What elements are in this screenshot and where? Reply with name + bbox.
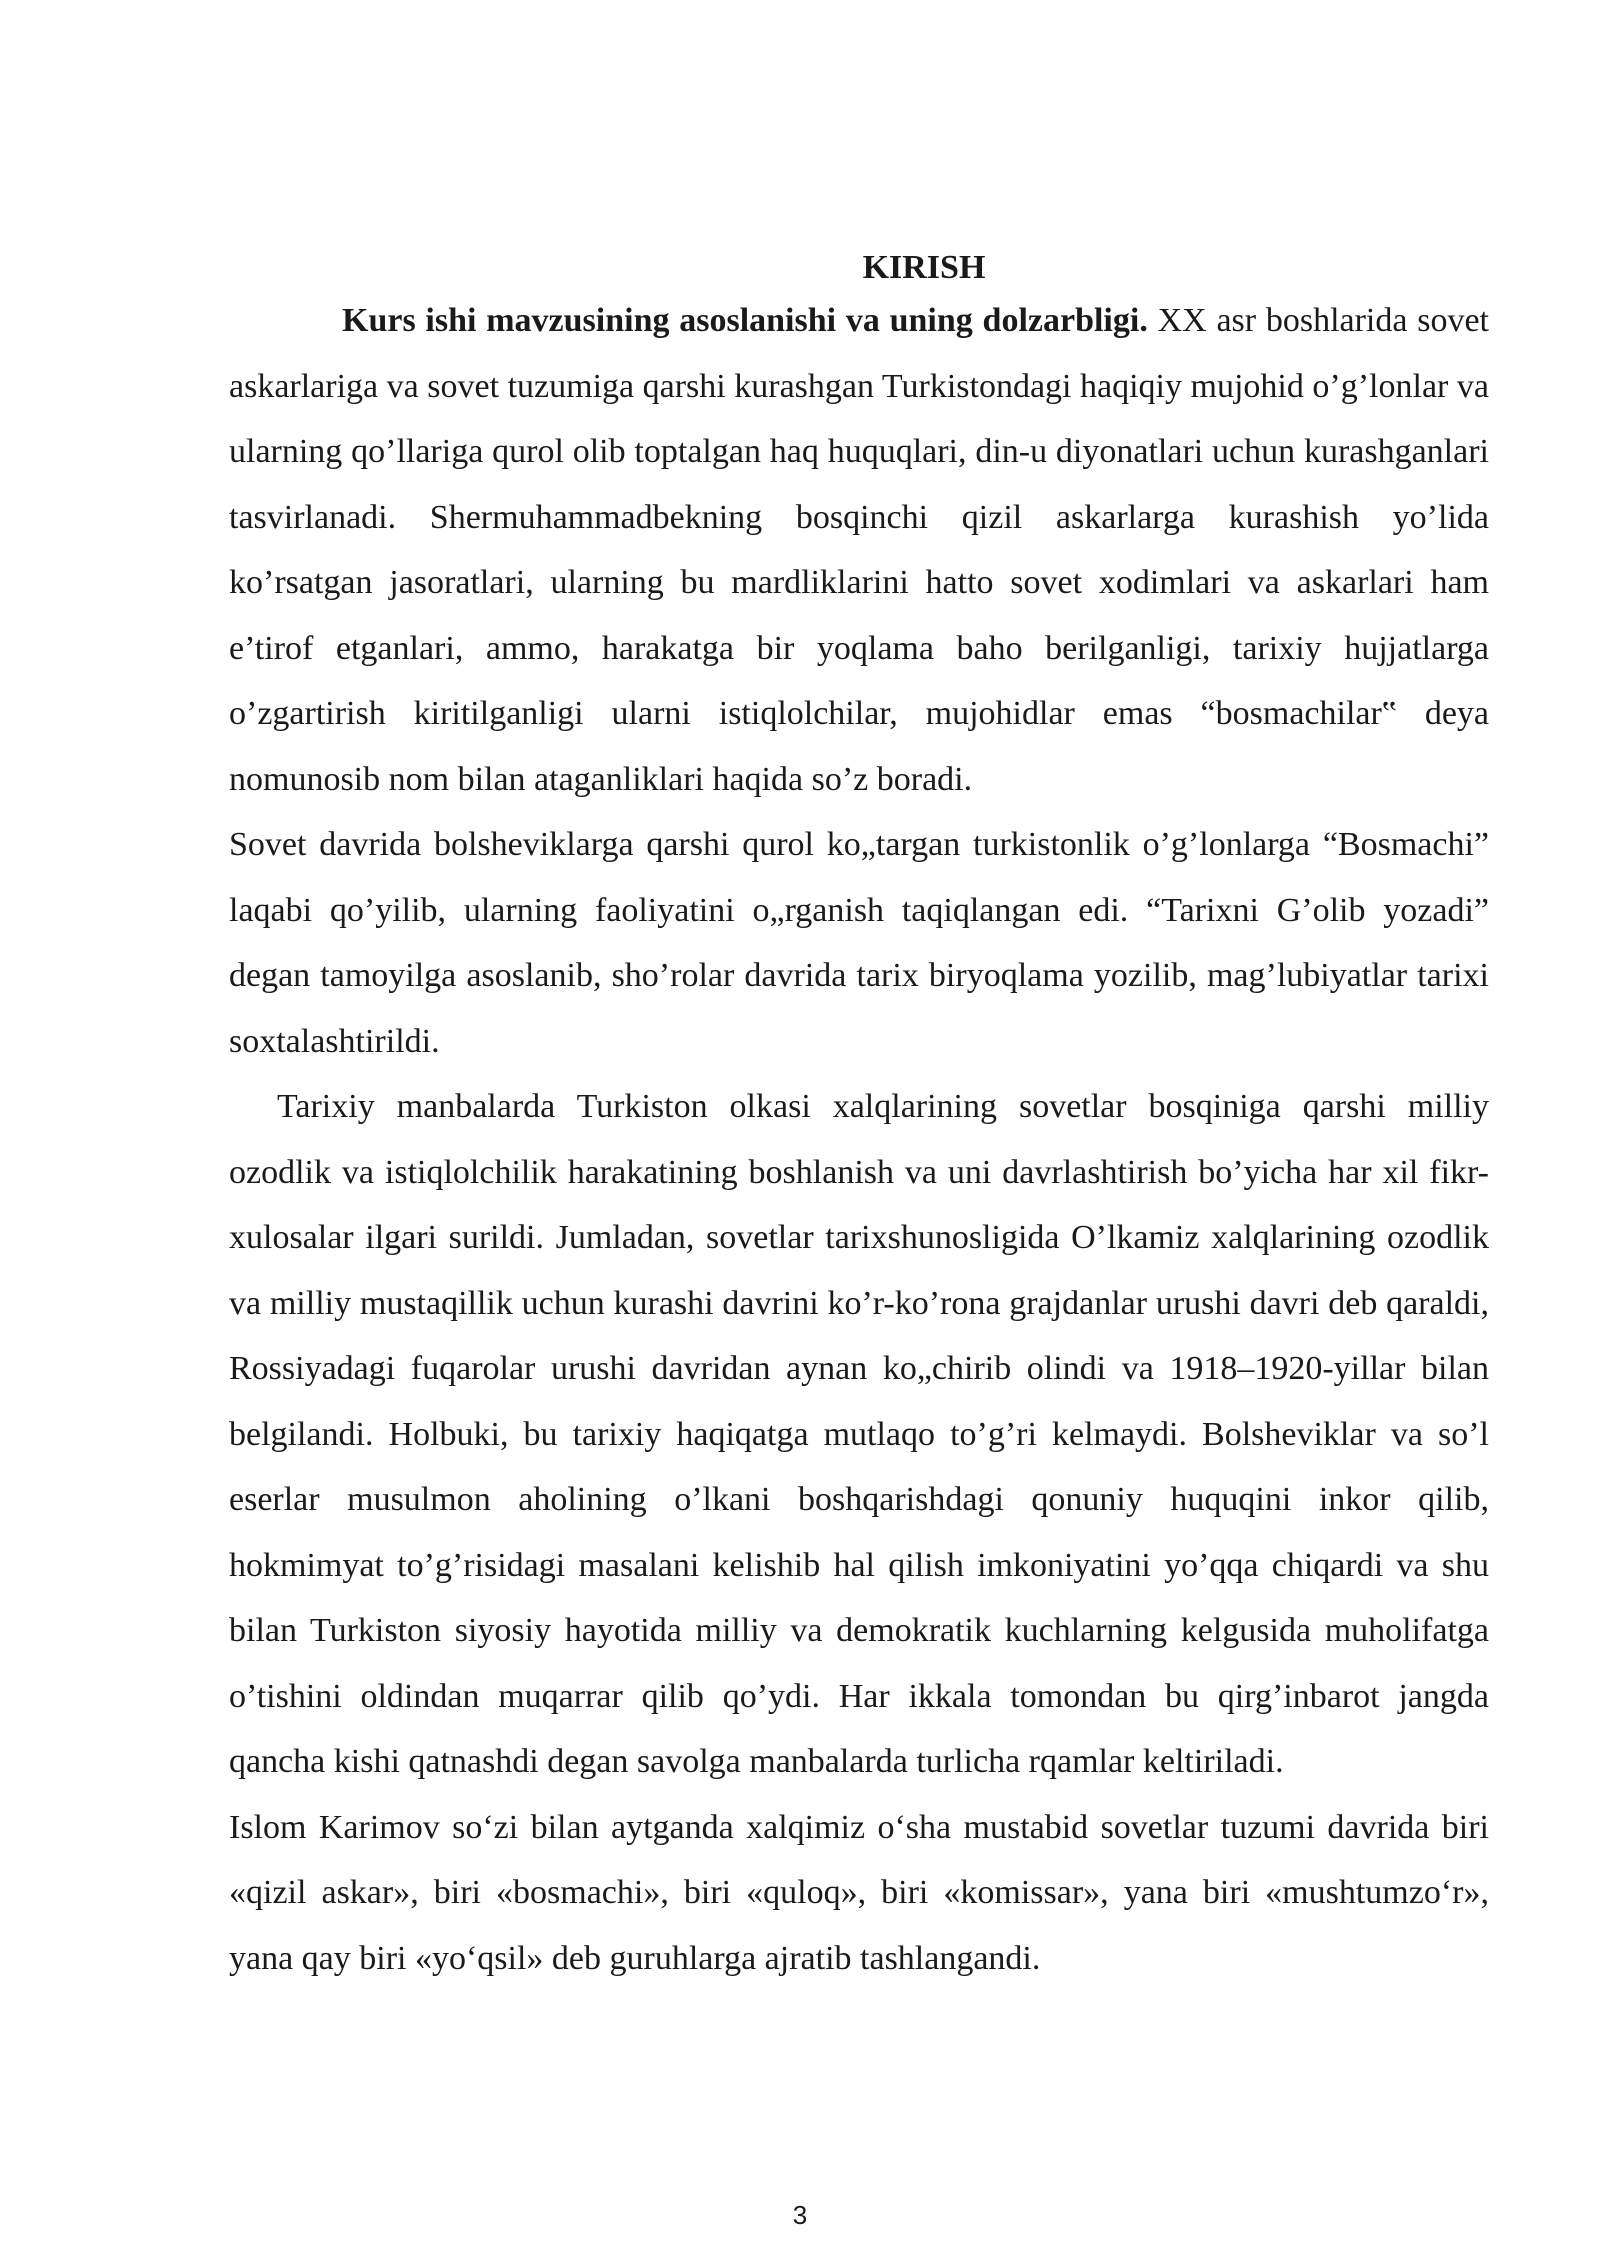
paragraph-text: XX asr boshlarida sovet askarlariga va sovet tuzumiga qarshi kurashgan Turkistondagi haqiqiy mujohid o’g’lonlar va ularning qo’llariga qurol olib toptalgan haq huquqlari, din-u diyonatlari uchun kurashganlari tasvirlanadi. Shermuhammadbekning bosqinchi qizil askarlarga kurashish yo’lida ko’rsatgan jasoratlari, ularning bu mardliklarini hatto sovet xodimlari va askarlari ham e’tirof etganlari, ammo, harakatga bir yoqlama baho berilganligi, tarixiy hujjatlarga o’zgartirish kiritilganligi ularni istiqlolchilar, mujohidlar emas “bosmachilar‟ deya nomunosib nom bilan ataganliklari haqida so’z boradi.	[229, 302, 1489, 798]
page-title: KIRISH	[862, 249, 986, 286]
paragraph-historical-sources: Tarixiy manbalarda Turkiston olkasi xalqlarining sovetlar bosqiniga qarshi milliy ozodlik va istiqlolchilik harakatining boshlanish va uni davrlashtirish bo’yicha har xil fikr-xulosalar ilgari surildi. Jumladan, sovetlar tarixshunosligida O’lkamiz xalqlarining ozodlik va milliy mustaqillik uchun kurashi davrini ko’r-ko’rona grajdanlar urushi davri deb qaraldi, Rossiyadagi fuqarolar urushi davridan aynan ko„chirib olindi va 1918–1920-yillar bilan belgilandi. Holbuki, bu tarixiy haqiqatga mutlaqo to’g’ri kelmaydi. Bolsheviklar va so’l eserlar musulmon aholining o’lkani boshqarishdagi qonuniy huquqini inkor qilib, hokmimyat to’g’risidagi masalani kelishib hal qilish imkoniyatini yo’qqa chiqardi va shu bilan Turkiston siyosiy hayotida milliy va demokratik kuchlarning kelgusida muholifatga o’tishini oldindan muqarrar qilib qo’ydi. Har ikkala tomondan bu qirg’inbarot jangda qancha kishi qatnashdi degan savolga manbalarda turlicha rqamlar keltiriladi.	[229, 1088, 1489, 1780]
paragraph-introduction	[229, 288, 1489, 812]
paragraph-lead-heading: Kurs ishi mavzusining asoslanishi va uning dolzarbligi.	[342, 302, 1148, 339]
paragraph-soviet-period: Sovet davrida bolsheviklarga qarshi qurol ko„targan turkistonlik o’g’lonlarga “Bosmachi” laqabi qo’yilib, ularning faoliyatini o„rganish taqiqlangan edi. “Tarixni G’olib yozadi” degan tamoyilga asoslanib, sho’rolar davrida tarix biryoqlama yozilib, mag’lubiyatlar tarixi soxtalashtirildi.	[229, 826, 1489, 1060]
paragraph-karimov-quote: Islom Karimov so‘zi bilan aytganda xalqimiz o‘sha mustabid sovetlar tuzumi davrida biri «qizil askar», biri «bosmachi», biri «quloq», biri «komissar», yana biri «mushtumzo‘r», yana qay biri «yo‘qsil» deb guruhlarga ajratib tashlangandi.	[229, 1808, 1489, 1977]
page-number: 3	[792, 2200, 808, 2230]
document-body	[229, 248, 1489, 1991]
